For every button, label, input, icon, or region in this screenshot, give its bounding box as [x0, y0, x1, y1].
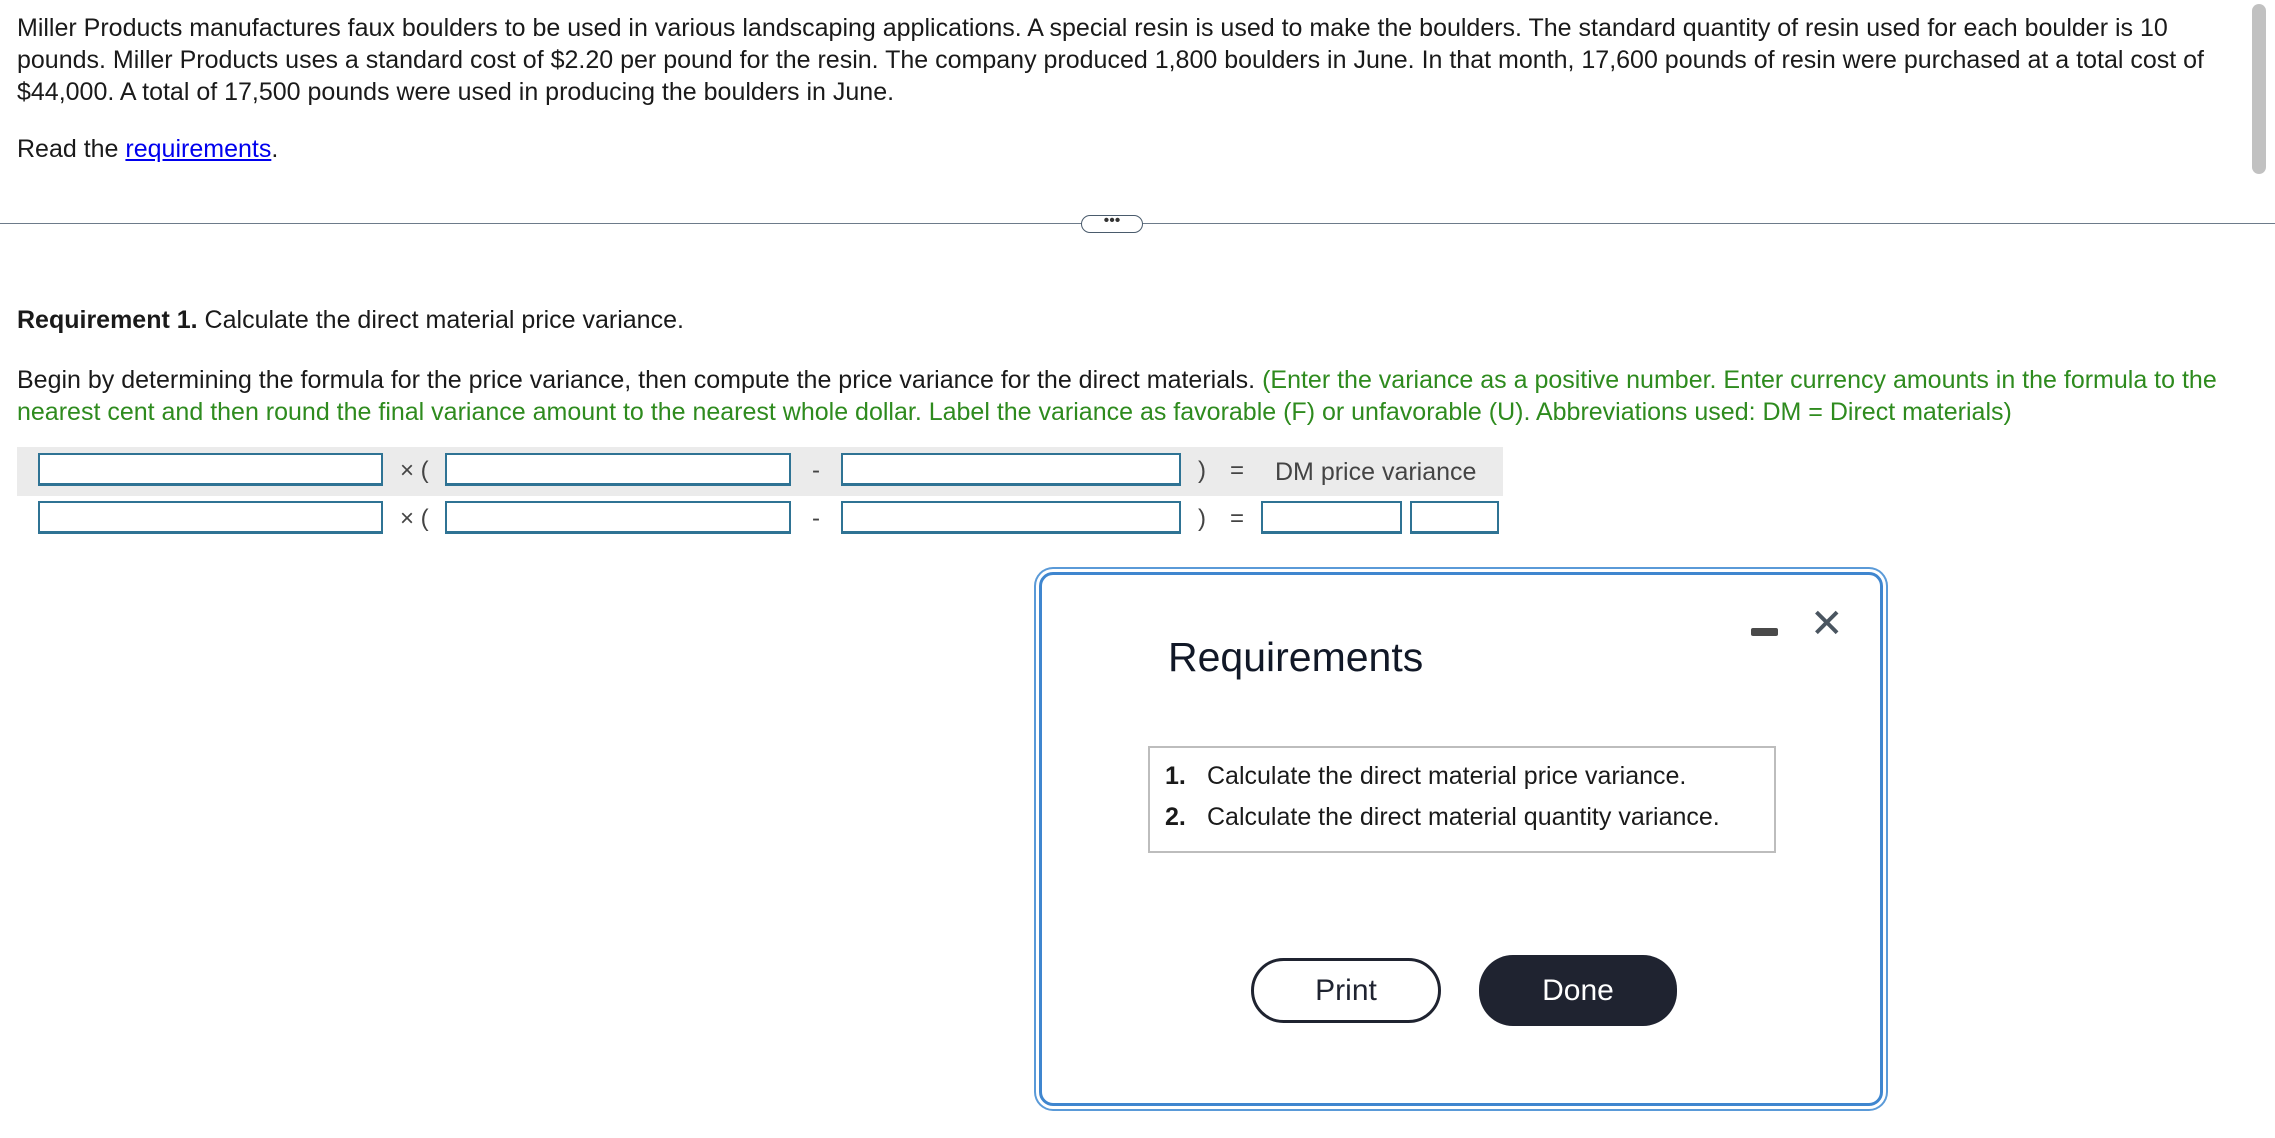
- equals-sign: =: [1230, 457, 1245, 484]
- close-paren: ): [1198, 457, 1206, 484]
- item-number: 1.: [1165, 762, 1186, 790]
- item-text: Calculate the direct material quantity variance.: [1207, 803, 1720, 831]
- expand-more-button[interactable]: •••: [1081, 215, 1143, 233]
- value-input-2[interactable]: [445, 501, 791, 534]
- formula-input-1[interactable]: [38, 453, 383, 486]
- value-input-3[interactable]: [841, 501, 1181, 534]
- dm-price-variance-label: DM price variance: [1275, 458, 1477, 486]
- instructions: [17, 364, 2267, 428]
- requirement-text: Calculate the direct material price variance.: [197, 306, 684, 334]
- close-paren: ): [1198, 505, 1206, 532]
- times-open-paren: × (: [400, 505, 429, 532]
- scrollbar[interactable]: [2252, 4, 2266, 174]
- formula-input-2[interactable]: [445, 453, 791, 486]
- minus-sign: -: [812, 457, 820, 484]
- item-number: 2.: [1165, 803, 1186, 831]
- read-suffix: .: [271, 135, 279, 163]
- read-prefix: Read the: [17, 135, 126, 163]
- problem-text: Miller Products manufactures faux boulders to be used in various landscaping applications. A special resin is used to make the boulders. The standard quantity of resin used for each boulder is 10 pounds. Miller Products uses a standard cost of $2.20 per pound for the resin. The company produced 1,800 boulders in June. In that month, 17,600 pounds of resin were purchased at a total cost of $44,000. A total of 17,500 pounds were used in producing the boulders in June.: [17, 14, 2204, 106]
- variance-amount-input[interactable]: [1261, 501, 1402, 534]
- done-button[interactable]: Done: [1479, 955, 1677, 1026]
- variance-label-input[interactable]: [1410, 501, 1499, 534]
- dialog-title: Requirements: [1168, 634, 1424, 680]
- requirement-heading: [17, 306, 684, 335]
- print-button[interactable]: Print: [1251, 958, 1441, 1023]
- item-text: Calculate the direct material price variance.: [1207, 762, 1687, 790]
- instructions-text: Begin by determining the formula for the price variance, then compute the price variance for the direct materials.: [17, 366, 1263, 394]
- list-item: [1165, 762, 1686, 791]
- equals-sign: =: [1230, 505, 1245, 532]
- times-open-paren: × (: [400, 457, 429, 484]
- close-icon[interactable]: ✕: [1810, 602, 1844, 646]
- minus-sign: -: [812, 505, 820, 532]
- requirements-list: [1148, 746, 1776, 853]
- formula-input-3[interactable]: [841, 453, 1181, 486]
- list-item: [1165, 803, 1720, 832]
- instructions-hint: (Enter the variance as a positive number. Enter currency amounts in the formula to the nearest cent and then round the final variance amount to the nearest whole dollar. Label the variance as favorable (F) or unfavorable (U). Abbreviations used: DM = Direct materials): [17, 366, 2217, 426]
- requirement-label: Requirement 1.: [17, 306, 198, 334]
- requirements-link[interactable]: requirements: [125, 135, 272, 163]
- read-requirements: [17, 135, 278, 164]
- value-input-1[interactable]: [38, 501, 383, 534]
- minimize-icon[interactable]: [1751, 628, 1778, 636]
